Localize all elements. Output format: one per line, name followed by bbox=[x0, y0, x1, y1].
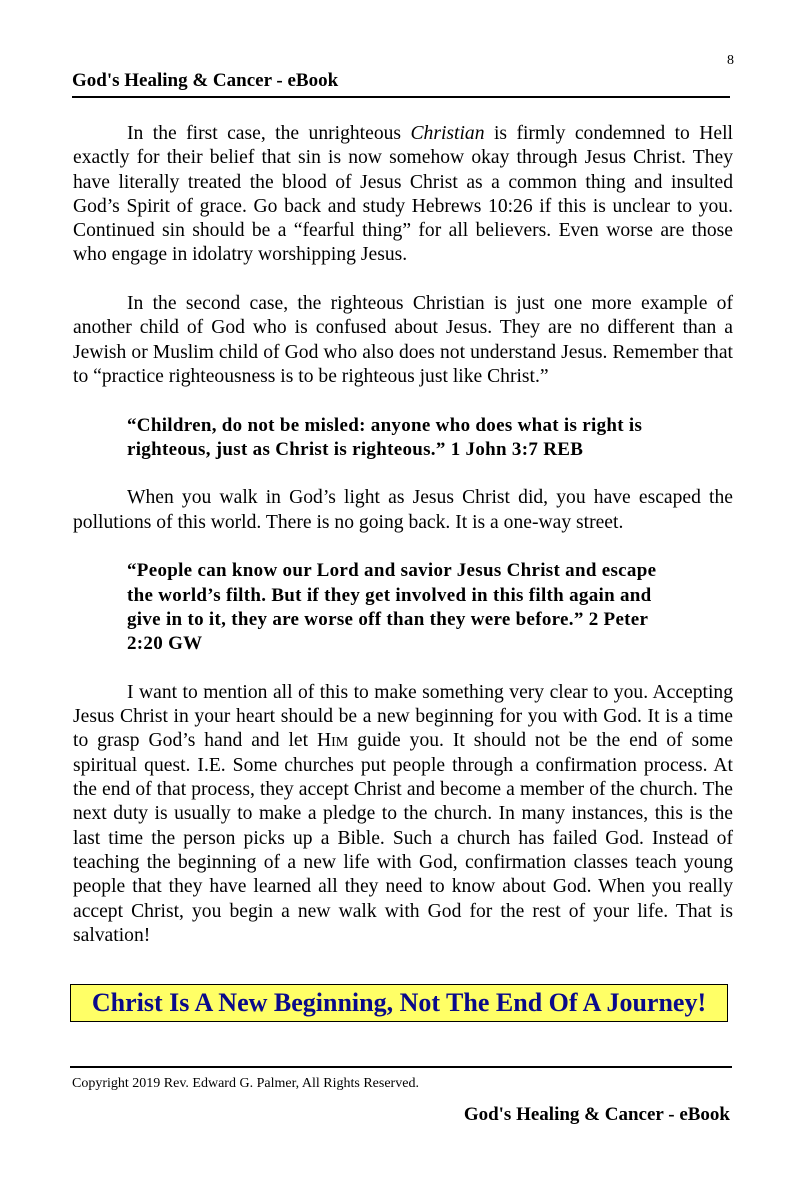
paragraph-1-part-a: In the first case, the unrighteous bbox=[127, 123, 411, 144]
footer-divider bbox=[70, 1066, 732, 1068]
scripture-quote-2: “People can know our Lord and savior Jesus Christ and escape the world’s filth. But if they get involved in this filth again and give in to it, they are worse off than they were before.” 2 Peter 2:20 GW bbox=[127, 560, 657, 655]
running-header: God's Healing & Cancer - eBook bbox=[72, 70, 730, 98]
paragraph-2: In the second case, the righteous Christian is just one more example of another child of God who is confused about Jesus. They are no different than a Jewish or Muslim child of God who also does not understand Jesus. Remember that to “practice righteousness is to be righteous just like Christ.” bbox=[73, 293, 733, 387]
paragraph-3: When you walk in God’s light as Jesus Christ did, you have escaped the pollutions of this world. There is no going back. It is a one-way street. bbox=[73, 487, 733, 533]
paragraph-1 bbox=[73, 122, 733, 268]
page-body bbox=[73, 122, 733, 972]
paragraph-4-part-b: guide you. It should not be the end of some spiritual quest. I.E. Some churches put people through a confirmation process. At the end of that process, they accept Christ and become a member of the church. The next duty is usually to make a pledge to the church. In many instances, this is the last time the person picks up a Bible. Such a church has failed God. Instead of teaching the beginning of a new life with God, confirmation classes teach young people that they have learned all they need to know about God. When you really accept Christ, you begin a new walk with God for the rest of your life. That is salvation! bbox=[73, 730, 733, 946]
small-caps-him: Him bbox=[317, 730, 349, 752]
page-number: 8 bbox=[727, 53, 734, 68]
scripture-quote-1: “Children, do not be misled: anyone who does what is right is righteous, just as Christ is righteous.” 1 John 3:7 REB bbox=[127, 414, 643, 460]
highlight-banner: Christ Is A New Beginning, Not The End Of A Journey! bbox=[70, 984, 728, 1022]
running-footer: God's Healing & Cancer - eBook bbox=[463, 1104, 730, 1125]
emphasis-christian: Christian bbox=[410, 123, 485, 144]
paragraph-4-part-a: I want to mention all of this to make something very clear to you. Accepting Jesus Christ in your heart should be a new beginning for you with God. It is a time to grasp God’s hand and let bbox=[73, 681, 733, 752]
paragraph-4 bbox=[73, 681, 733, 948]
paragraph-1-part-b: is firmly condemned to Hell exactly for their belief that sin is now somehow okay through Jesus Christ. They have literally treated the blood of Jesus Christ as a common thing and insulted God’s Spirit of grace. Go back and study Hebrews 10:26 if this is unclear to you. Continued sin should be a “fearful thing” for all believers. Even worse are those who engage in idolatry worshipping Jesus. bbox=[73, 123, 733, 266]
copyright-notice: Copyright 2019 Rev. Edward G. Palmer, All Rights Reserved. bbox=[72, 1076, 419, 1091]
